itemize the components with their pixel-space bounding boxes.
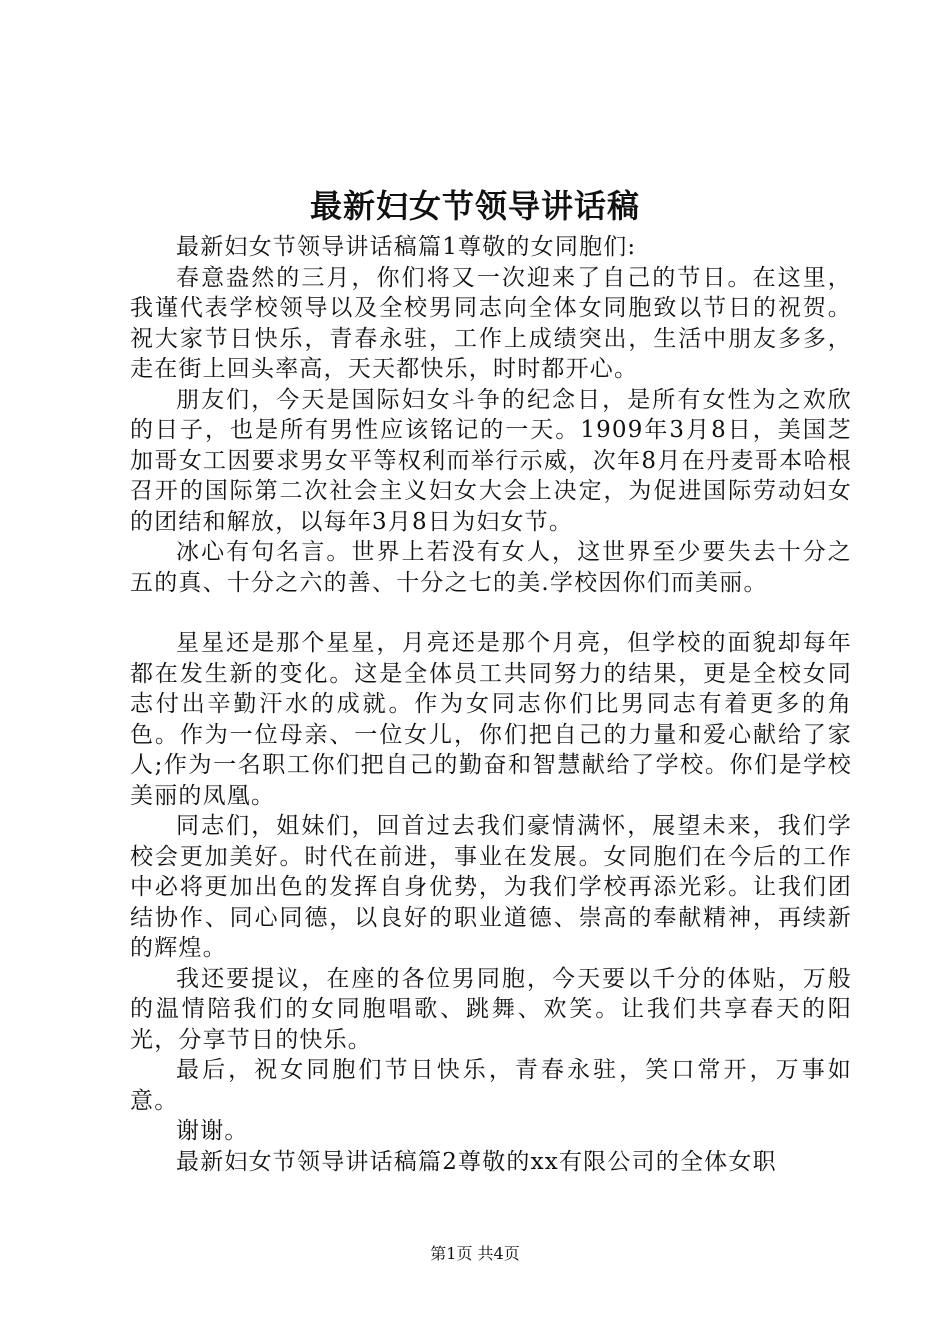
paragraph: 我还要提议，在座的各位男同胞，今天要以千分的体贴，万般的温情陪我们的女同胞唱歌、跳舞、欢笑。让我们共享春天的阳光，分享节日的快乐。: [130, 965, 852, 1053]
paragraph: 最后，祝女同胞们节日快乐，青春永驻，笑口常开，万事如意。: [130, 1057, 852, 1114]
paragraph: 星星还是那个星星，月亮还是那个月亮，但学校的面貌却每年都在发生新的变化。这是全体员工共同努力的结果，更是全校女同志付出辛勤汗水的成就。作为女同志你们比男同志有着更多的角色。作为一位母亲、一位女儿，你们把自己的力量和爱心献给了家人;作为一名职工你们把自己的勤奋和智慧献给了学校。你们是学校美丽的凤凰。: [130, 630, 852, 809]
paragraph: 同志们，姐妹们，回首过去我们豪情满怀，展望未来，我们学校会更加美好。时代在前进，事业在发展。女同胞们在今后的工作中必将更加出色的发挥自身优势，为我们学校再添光彩。让我们团结协作、同心同德，以良好的职业道德、崇高的奉献精神，再续新的辉煌。: [130, 813, 852, 961]
page-footer: 第1页 共4页: [430, 1244, 520, 1263]
paragraph: 谢谢。: [176, 1118, 249, 1144]
document-title: 最新妇女节领导讲话稿: [309, 187, 640, 225]
paragraph: 朋友们，今天是国际妇女斗争的纪念日，是所有女性为之欢欣的日子，也是所有男性应该铭记的一天。1909年3月8日，美国芝加哥女工因要求男女平等权利而举行示威，次年8月在丹麦哥本哈根召开的国际第二次社会主义妇女大会上决定，为促进国际劳动妇女的团结和解放，以每年3月8日为妇女节。: [130, 386, 852, 535]
paragraph: 冰心有句名言。世界上若没有女人，这世界至少要失去十分之五的真、十分之六的善、十分之七的美.学校因你们而美丽。: [130, 539, 852, 596]
paragraph: 春意盎然的三月，你们将又一次迎来了自己的节日。在这里，我谨代表学校领导以及全校男同志向全体女同胞致以节日的祝贺。祝大家节日快乐，青春永驻，工作上成绩突出，生活中朋友多多，走在街上回头率高，天天都快乐，时时都开心。: [130, 264, 852, 382]
document-body: [130, 232, 852, 1177]
paragraph: 最新妇女节领导讲话稿篇1尊敬的女同胞们:: [176, 234, 637, 260]
paragraph: 最新妇女节领导讲话稿篇2尊敬的xx有限公司的全体女职: [176, 1148, 777, 1175]
